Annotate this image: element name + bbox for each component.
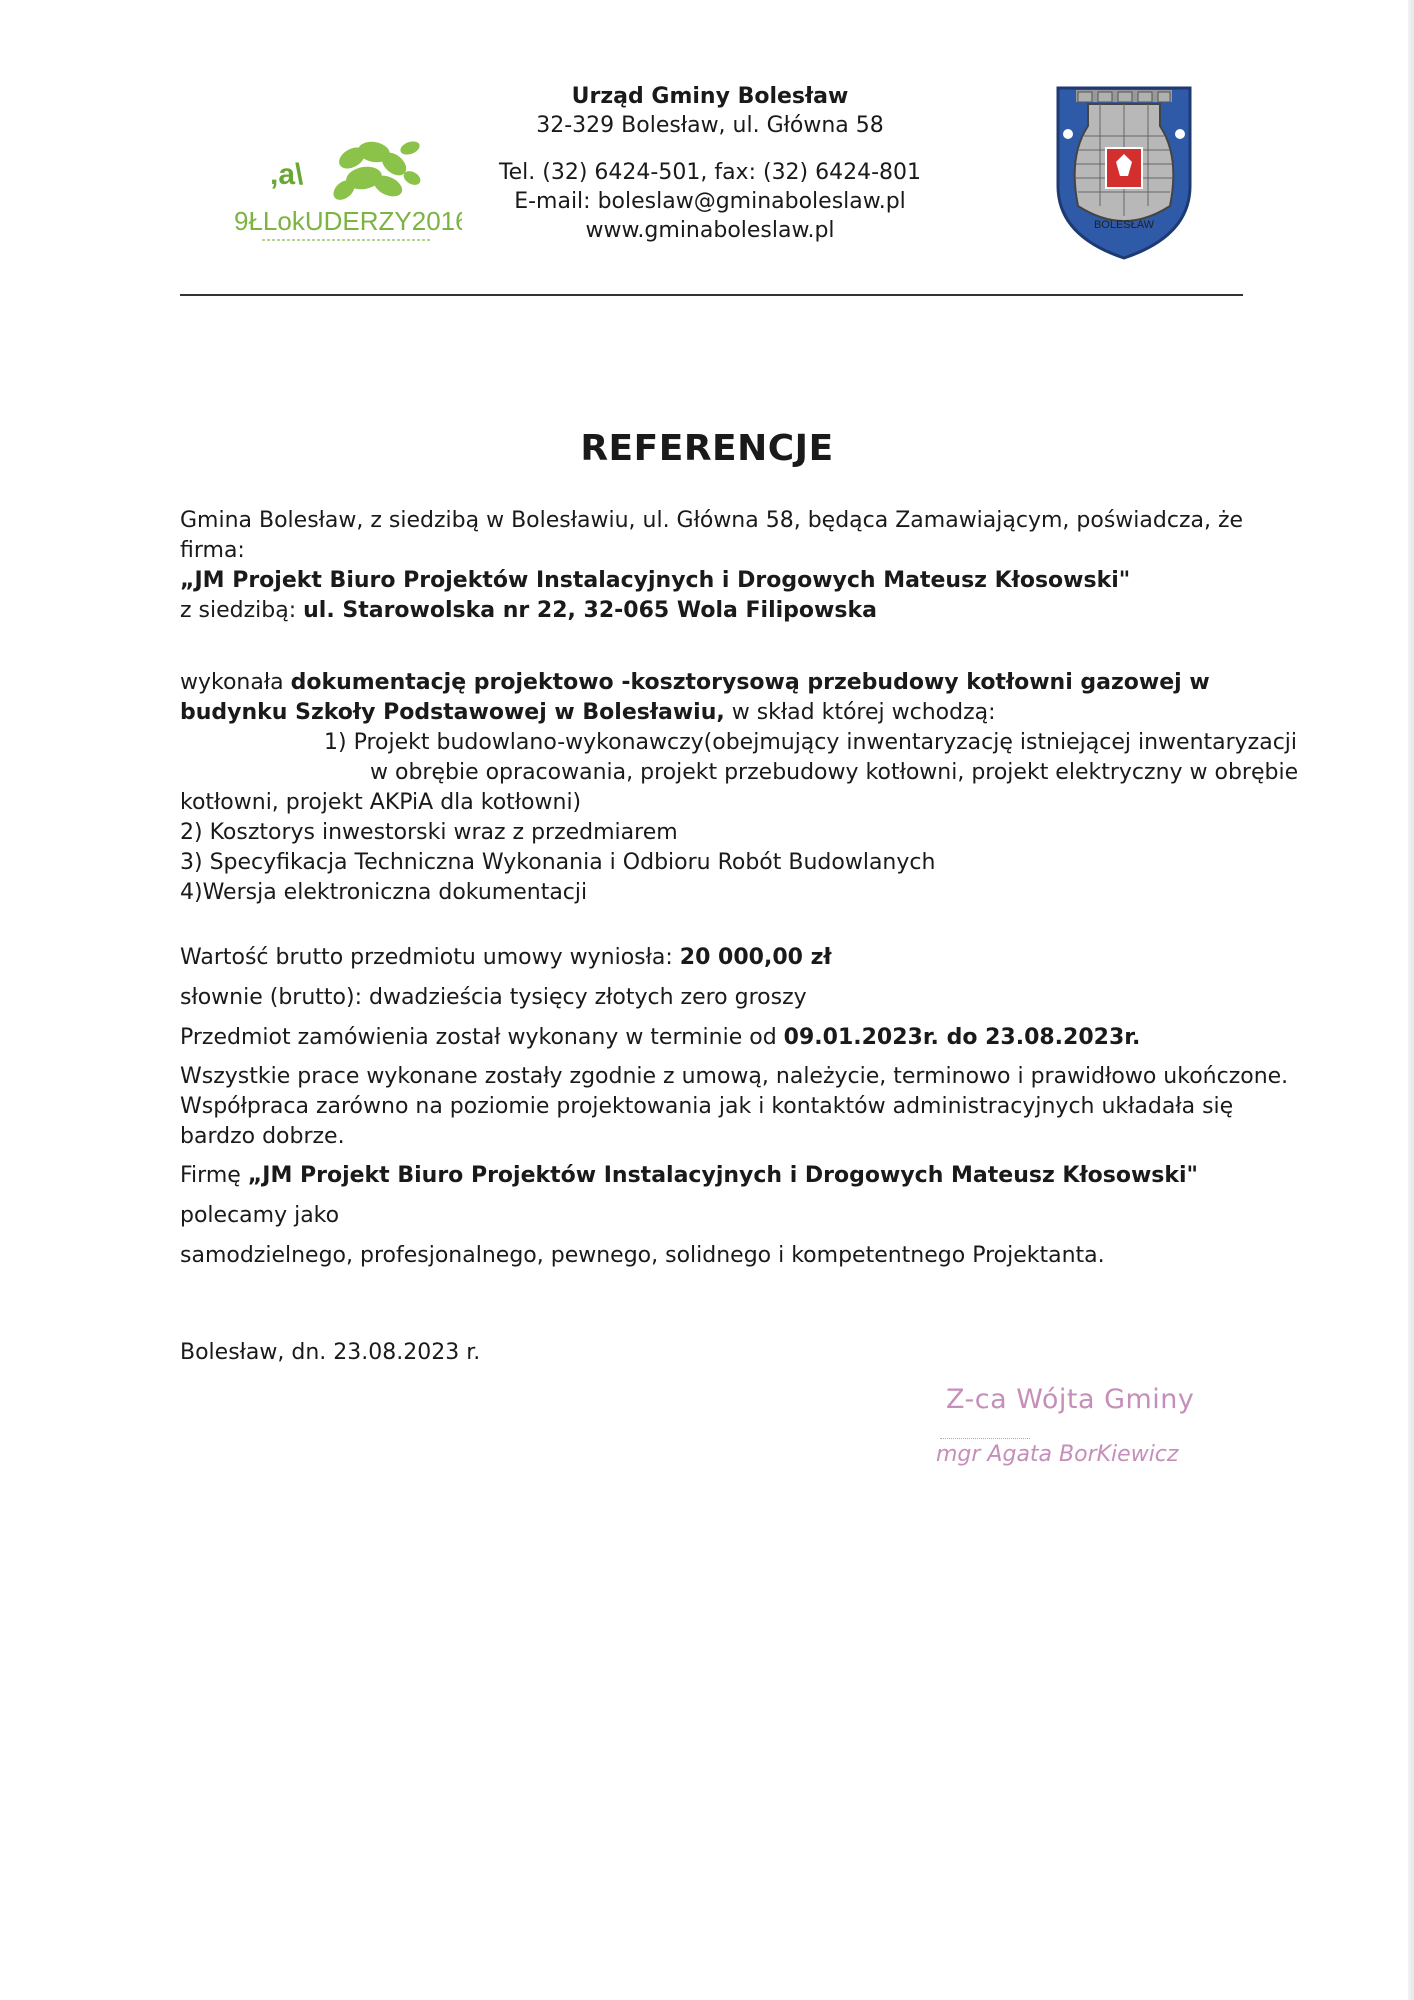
letterhead [480,82,940,245]
term-value: 09.01.2023r. do 23.08.2023r. [783,1025,1141,1050]
intro-paragraph [180,506,1300,626]
list-item-2: 2) Kosztorys inwestorski wraz z przedmiarem [180,820,678,845]
crest-graphic [1054,86,1194,260]
company-address: ul. Starowolska nr 22, 32-065 Wola Filipowska [303,598,877,623]
logo-mark-text: ,a\ [270,158,304,191]
coat-of-arms [1054,86,1194,260]
page-edge [1408,0,1414,2000]
document-title: REFERENCJE [580,428,834,469]
seat-label: z siedzibą: [180,598,304,623]
header-divider [180,294,1243,296]
signatory-title: Z-ca Wójta Gminy [946,1384,1195,1415]
list-item-1c: kotłowni, projekt AKPiA dla kotłowni) [180,790,582,815]
email: E-mail: boleslaw@gminaboleslaw.pl [514,189,906,214]
place-date: Bolesław, dn. 23.08.2023 r. [180,1340,481,1365]
intro-line: Gmina Bolesław, z siedzibą w Bolesławiu, ul. Główna 58, będąca Zamawiającym, poświadcza, że firma: [180,508,1244,563]
recommend-tail: polecamy jako [180,1203,340,1228]
recommend-line: samodzielnego, profesjonalnego, pewnego, solidnego i kompetentnego Projektanta. [180,1243,1105,1268]
phone-fax: Tel. (32) 6424-501, fax: (32) 6424-801 [498,160,922,185]
recommend-company: „JM Projekt Biuro Projektów Instalacyjnych i Drogowych Mateusz Kłosowski" [247,1163,1199,1188]
scope-paragraph [180,668,1300,908]
signatory-name: mgr Agata BorKiewicz [936,1442,1179,1467]
logo-caption: 9ŁLokUDERZY2016 [234,206,462,236]
scope-lead: wykonała [180,670,291,695]
company-name: „JM Projekt Biuro Projektów Instalacyjnych i Drogowych Mateusz Kłosowski" [180,568,1131,593]
recommend-lead: Firmę [180,1163,248,1188]
details-paragraph [180,938,1300,1276]
list-item-3: 3) Specyfikacja Techniczna Wykonania i Odbioru Robót Budowlanych [180,850,936,875]
website: www.gminaboleslaw.pl [585,218,835,243]
term-label: Przedmiot zamówienia został wykonany w terminie od [180,1025,784,1050]
list-item-1a: 1) Projekt budowlano-wykonawczy(obejmujący inwentaryzację istniejącej inwentaryzacji [324,730,1298,755]
list-item-1b: w obrębie opracowania, projekt przebudowy kotłowni, projekt elektryczny w obrębie [370,760,1299,785]
value-amount: 20 000,00 zł [679,945,832,970]
quality-statement: Wszystkie prace wykonane zostały zgodnie z umową, należycie, terminowo i prawidłowo ukończone. Współpraca zarówno na poziomie projektowania jak i kontaktów administracyjnych układała się bardzo dobrze. [180,1064,1289,1149]
logo-graphic [232,128,462,248]
value-in-words: słownie (brutto): dwadzieścia tysięcy złotych zero groszy [180,985,807,1010]
list-item-4: 4)Wersja elektroniczna dokumentacji [180,880,588,905]
organization-address: 32-329 Bolesław, ul. Główna 58 [536,113,884,138]
crest-label: BOLESŁAW [1093,219,1155,231]
municipality-logo [232,128,462,248]
scope-work: dokumentację projektowo -kosztorysową przebudowy kotłowni gazowej w budynku Szkoły Podstawowej w Bolesławiu, [180,670,1210,725]
scope-tail: w skład której wchodzą: [724,700,996,725]
value-label: Wartość brutto przedmiotu umowy wyniosła: [180,945,680,970]
organization-name: Urząd Gminy Bolesław [571,84,849,109]
